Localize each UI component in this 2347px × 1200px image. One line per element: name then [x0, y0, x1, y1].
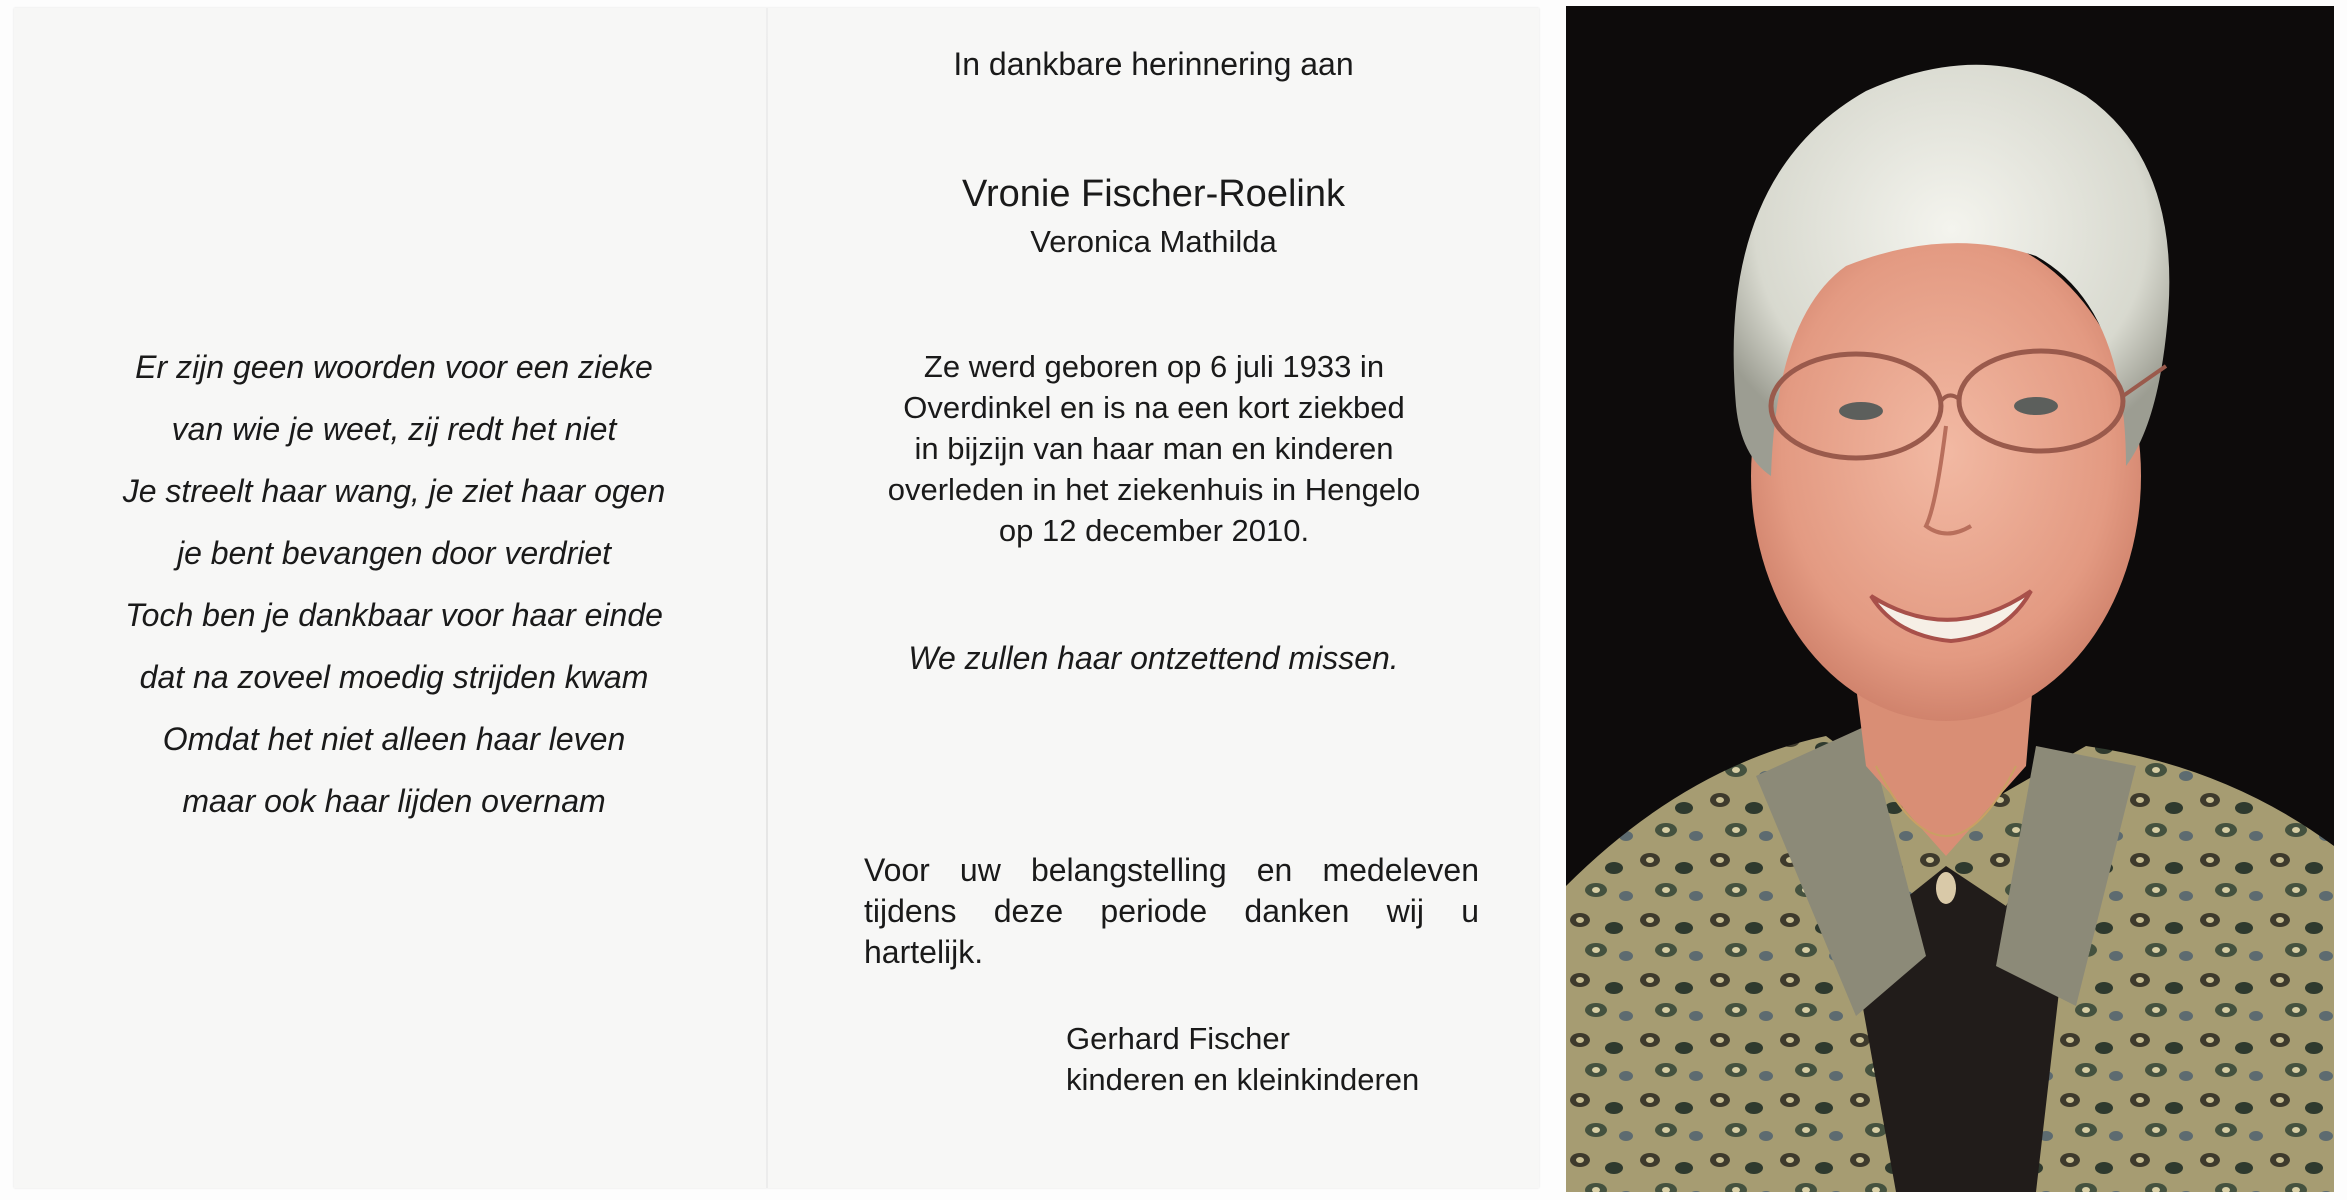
farewell-line: We zullen haar ontzettend missen.: [908, 640, 1399, 676]
thanks-line: tijdens deze periode danken wij u: [864, 893, 1479, 929]
thanks-text: [864, 850, 1479, 973]
biography: [828, 346, 1480, 551]
left-panel: [14, 8, 766, 1188]
intro-line: In dankbare herinnering aan: [953, 46, 1354, 82]
portrait-illustration: [1566, 6, 2334, 1192]
given-names: Veronica Mathilda: [1030, 224, 1277, 259]
bio-line: overleden in het ziekenhuis in Hengelo: [887, 472, 1421, 507]
deceased-name: Vronie Fischer-Roelink: [962, 173, 1345, 215]
poem-line: Je streelt haar wang, je ziet haar ogen: [122, 473, 666, 509]
poem-line: van wie je weet, zij redt het niet: [171, 411, 617, 447]
bio-line: Ze werd geboren op 6 juli 1933 in: [923, 349, 1385, 384]
bio-line: Overdinkel en is na een kort ziekbed: [903, 390, 1405, 425]
bio-line: op 12 december 2010.: [998, 513, 1310, 548]
poem-line: je bent bevangen door verdriet: [176, 535, 612, 571]
portrait-photo: [1566, 6, 2334, 1192]
signature: [1066, 1018, 1506, 1100]
memorial-poem: [44, 336, 744, 832]
thanks-line: hartelijk.: [864, 934, 984, 970]
poem-line: Toch ben je dankbaar voor haar einde: [125, 597, 663, 633]
poem-line: Er zijn geen woorden voor een zieke: [135, 349, 653, 385]
thanks-line: Voor uw belangstelling en medeleven: [864, 852, 1479, 888]
bio-line: in bijzijn van haar man en kinderen: [914, 431, 1394, 466]
right-panel: [768, 8, 1539, 1188]
signature-line: Gerhard Fischer: [1066, 1021, 1290, 1056]
signature-line: kinderen en kleinkinderen: [1066, 1062, 1420, 1097]
memorial-card: [14, 8, 1539, 1188]
poem-line: maar ook haar lijden overnam: [182, 783, 606, 819]
poem-line: Omdat het niet alleen haar leven: [162, 721, 626, 757]
poem-line: dat na zoveel moedig strijden kwam: [139, 659, 649, 695]
